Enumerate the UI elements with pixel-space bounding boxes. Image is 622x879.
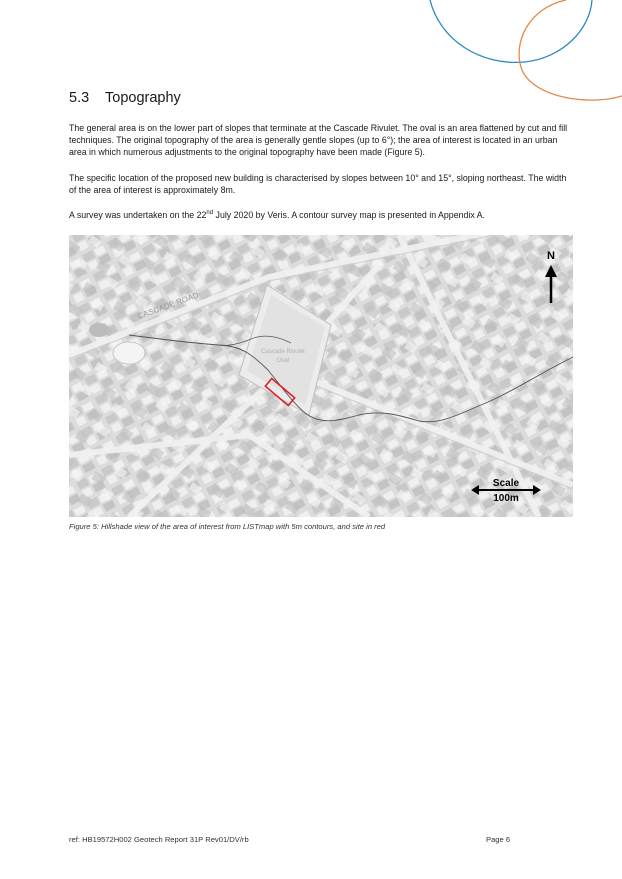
scale-value: 100m <box>493 493 519 504</box>
survey-text-end: July 2020 by Veris. A contour survey map is presented in Appendix A. <box>213 210 485 220</box>
survey-date-suffix: nd <box>206 210 214 217</box>
hillshade-map-figure <box>69 235 573 517</box>
north-label: N <box>547 250 555 262</box>
page-number: Page 6 <box>486 835 511 844</box>
scale-label: Scale <box>492 478 520 489</box>
oval-label-line2: Oval <box>276 358 290 364</box>
survey-text-start: A survey was undertaken on the 22 <box>69 210 207 220</box>
section-number: 5.3 <box>69 90 90 106</box>
decorative-orange-arc <box>519 0 622 100</box>
paragraph-survey <box>69 209 573 221</box>
hillshade-map <box>69 235 573 517</box>
footer-reference: ref: HB19572H002 Geotech Report 31P Rev01/DV/rb <box>69 835 249 844</box>
oval-label-line1: Cascade Rivulet <box>261 349 305 355</box>
section-heading <box>69 90 181 106</box>
map-road-label: CASCADE ROAD <box>136 290 200 321</box>
paragraph-building-location: The specific location of the proposed new building is characterised by slopes between 10° and 15°, sloping northeast. The width of the area of interest is approximately 8m. <box>69 173 567 195</box>
section-title: Topography <box>105 90 181 106</box>
figure-caption: Figure 5: Hillshade view of the area of interest from LISTmap with 5m contours, and site in red <box>69 522 386 531</box>
decorative-blue-arc <box>430 0 592 62</box>
paragraph-general-area: The general area is on the lower part of slopes that terminate at the Cascade Rivulet. The oval is an area flattened by cut and fill techniques. The original topography of the area is generally gentle slopes (up to 6°); the area of interest is located in an urban area in which numerous adjustments to the original topography have been made (Figure 5). <box>69 123 568 157</box>
